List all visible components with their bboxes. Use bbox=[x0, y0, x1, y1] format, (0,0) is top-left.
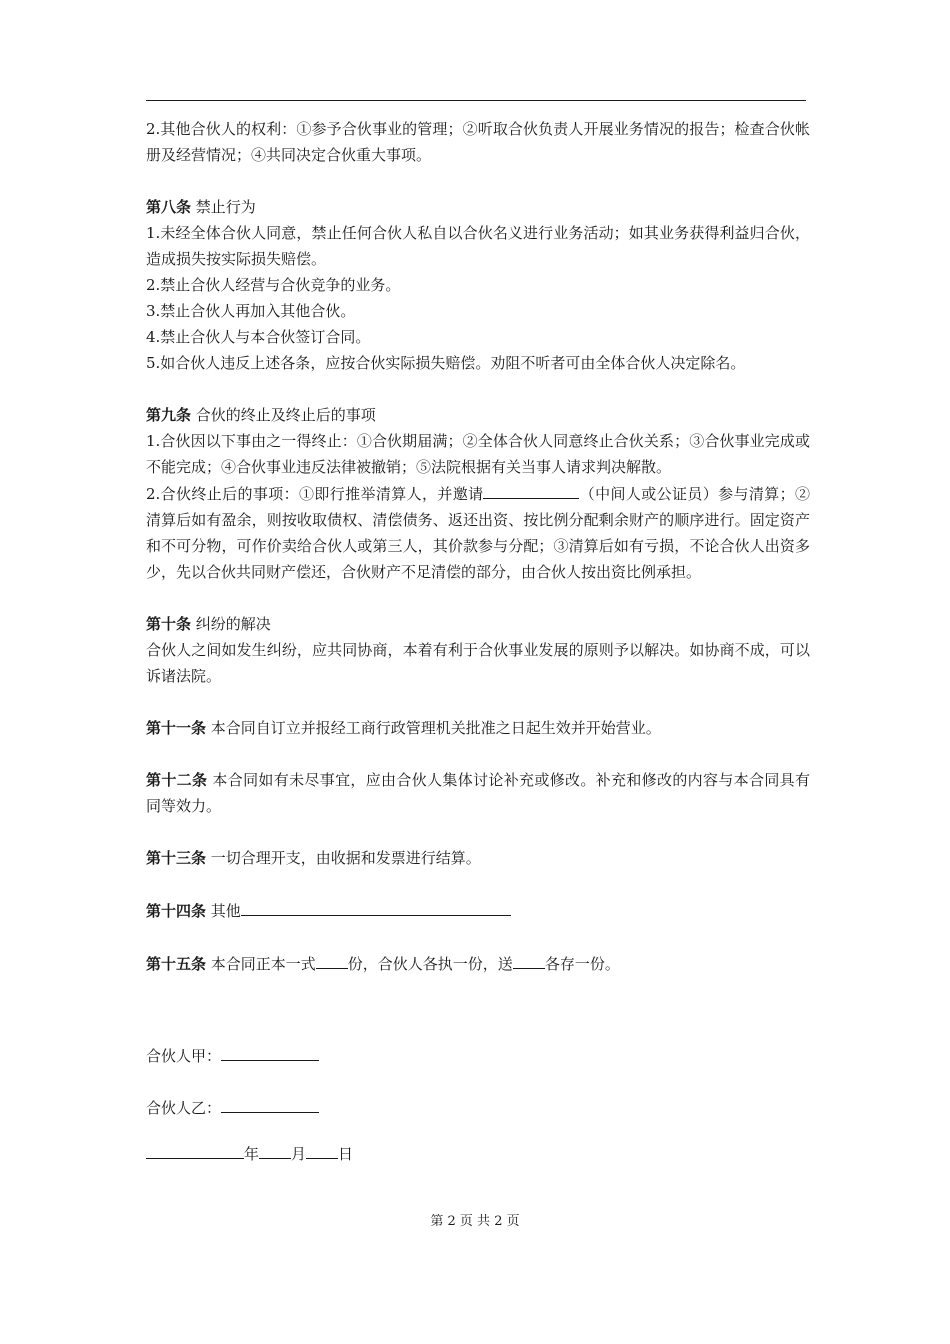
day-blank bbox=[306, 1140, 338, 1159]
article-8-item: 2.禁止合伙人经营与合伙竞争的业务。 bbox=[146, 276, 401, 294]
article-9-item-2 bbox=[146, 480, 810, 585]
article-12 bbox=[146, 767, 810, 819]
article-13-body: 一切合理开支，由收据和发票进行结算。 bbox=[206, 849, 481, 867]
partner-a-signature bbox=[146, 1042, 319, 1067]
article-15-body-1: 本合同正本一式 bbox=[206, 955, 316, 973]
article-15 bbox=[146, 950, 810, 977]
partner-a-label: 合伙人甲： bbox=[146, 1047, 222, 1065]
article-9-number: 第九条 bbox=[146, 406, 192, 424]
header-rule bbox=[146, 100, 806, 101]
partner-b-signature bbox=[146, 1094, 319, 1119]
page-number-footer: 第 2 页 共 2 页 bbox=[430, 1214, 520, 1229]
other-terms-blank bbox=[241, 897, 511, 916]
article-11-body: 本合同自订立并报经工商行政管理机关批准之日起生效并开始营业。 bbox=[206, 719, 661, 737]
article-14 bbox=[146, 897, 810, 924]
article-9-item-2-start: 2.合伙终止后的事项：①即行推举清算人，并邀请 bbox=[146, 485, 484, 503]
article-10-title: 纠纷的解决 bbox=[191, 615, 271, 633]
article-12-number: 第十二条 bbox=[146, 771, 208, 789]
article-13-number: 第十三条 bbox=[146, 849, 207, 867]
article-12-body: 本合同如有未尽事宜，应由合伙人集体讨论补充或修改。补充和修改的内容与本合同具有同等效力。 bbox=[146, 771, 810, 815]
article-8-item: 5.如合伙人违反上述各条，应按合伙实际损失赔偿。劝阻不听者可由全体合伙人决定除名。 bbox=[146, 354, 746, 372]
article-15-number: 第十五条 bbox=[146, 955, 207, 973]
article-10 bbox=[146, 611, 810, 689]
date-line bbox=[146, 1140, 353, 1165]
article-15-body-2: 份，合伙人各执一份，送 bbox=[347, 955, 513, 973]
article-8-heading bbox=[146, 194, 810, 220]
article-14-number: 第十四条 bbox=[146, 902, 207, 920]
article-9-heading bbox=[146, 402, 810, 428]
article-10-number: 第十条 bbox=[146, 615, 192, 633]
copies-count-blank bbox=[316, 950, 348, 969]
article-8-item: 1.未经全体合伙人同意，禁止任何合伙人私自以合伙名义进行业务活动；如其业务获得利益归合伙，造成损失按实际损失赔偿。 bbox=[146, 224, 810, 268]
month-label: 月 bbox=[291, 1145, 307, 1163]
contract-body bbox=[146, 116, 810, 977]
liquidator-blank bbox=[483, 480, 579, 499]
year-label: 年 bbox=[244, 1145, 260, 1163]
article-14-body: 其他 bbox=[206, 902, 241, 920]
filing-authority-blank bbox=[513, 950, 545, 969]
article-9-title: 合伙的终止及终止后的事项 bbox=[191, 406, 376, 424]
article-7-item-2: 2.其他合伙人的权利：①参予合伙事业的管理；②听取合伙负责人开展业务情况的报告；检查合伙帐册及经营情况；④共同决定合伙重大事项。 bbox=[146, 120, 810, 164]
partner-b-label: 合伙人乙： bbox=[146, 1099, 222, 1117]
article-10-body: 合伙人之间如发生纠纷，应共同协商，本着有利于合伙事业发展的原则予以解决。如协商不成，可以诉诸法院。 bbox=[146, 641, 810, 685]
article-8-item: 3.禁止合伙人再加入其他合伙。 bbox=[146, 302, 356, 320]
article-9 bbox=[146, 402, 810, 585]
article-9-item-2-rest: （中间人或公证员）参与清算；②清算后如有盈余，则按收取债权、清偿债务、返还出资、按比例分配剩余财产的顺序进行。固定资产和不可分物，可作价卖给合伙人或第三人，其价款参与分配；③清算后如有亏损，不论合伙人出资多少，先以合伙共同财产偿还，合伙财产不足清偿的部分，由合伙人按出资比例承担。 bbox=[146, 485, 810, 581]
article-8-title: 禁止行为 bbox=[191, 198, 256, 216]
month-blank bbox=[259, 1140, 291, 1159]
article-8-item: 4.禁止合伙人与本合伙签订合同。 bbox=[146, 328, 371, 346]
partner-a-blank bbox=[221, 1042, 319, 1061]
article-13 bbox=[146, 845, 810, 871]
partner-b-blank bbox=[221, 1094, 319, 1113]
day-label: 日 bbox=[338, 1145, 354, 1163]
article-11-number: 第十一条 bbox=[146, 719, 207, 737]
year-blank bbox=[146, 1140, 244, 1159]
article-8 bbox=[146, 194, 810, 376]
article-8-number: 第八条 bbox=[146, 198, 192, 216]
article-10-heading bbox=[146, 611, 810, 637]
article-15-body-3: 各存一份。 bbox=[544, 955, 620, 973]
article-11 bbox=[146, 715, 810, 741]
article-9-item-1: 1.合伙因以下事由之一得终止：①合伙期届满；②全体合伙人同意终止合伙关系；③合伙事业完成或不能完成；④合伙事业违反法律被撤销；⑤法院根据有关当事人请求判决解散。 bbox=[146, 432, 810, 476]
